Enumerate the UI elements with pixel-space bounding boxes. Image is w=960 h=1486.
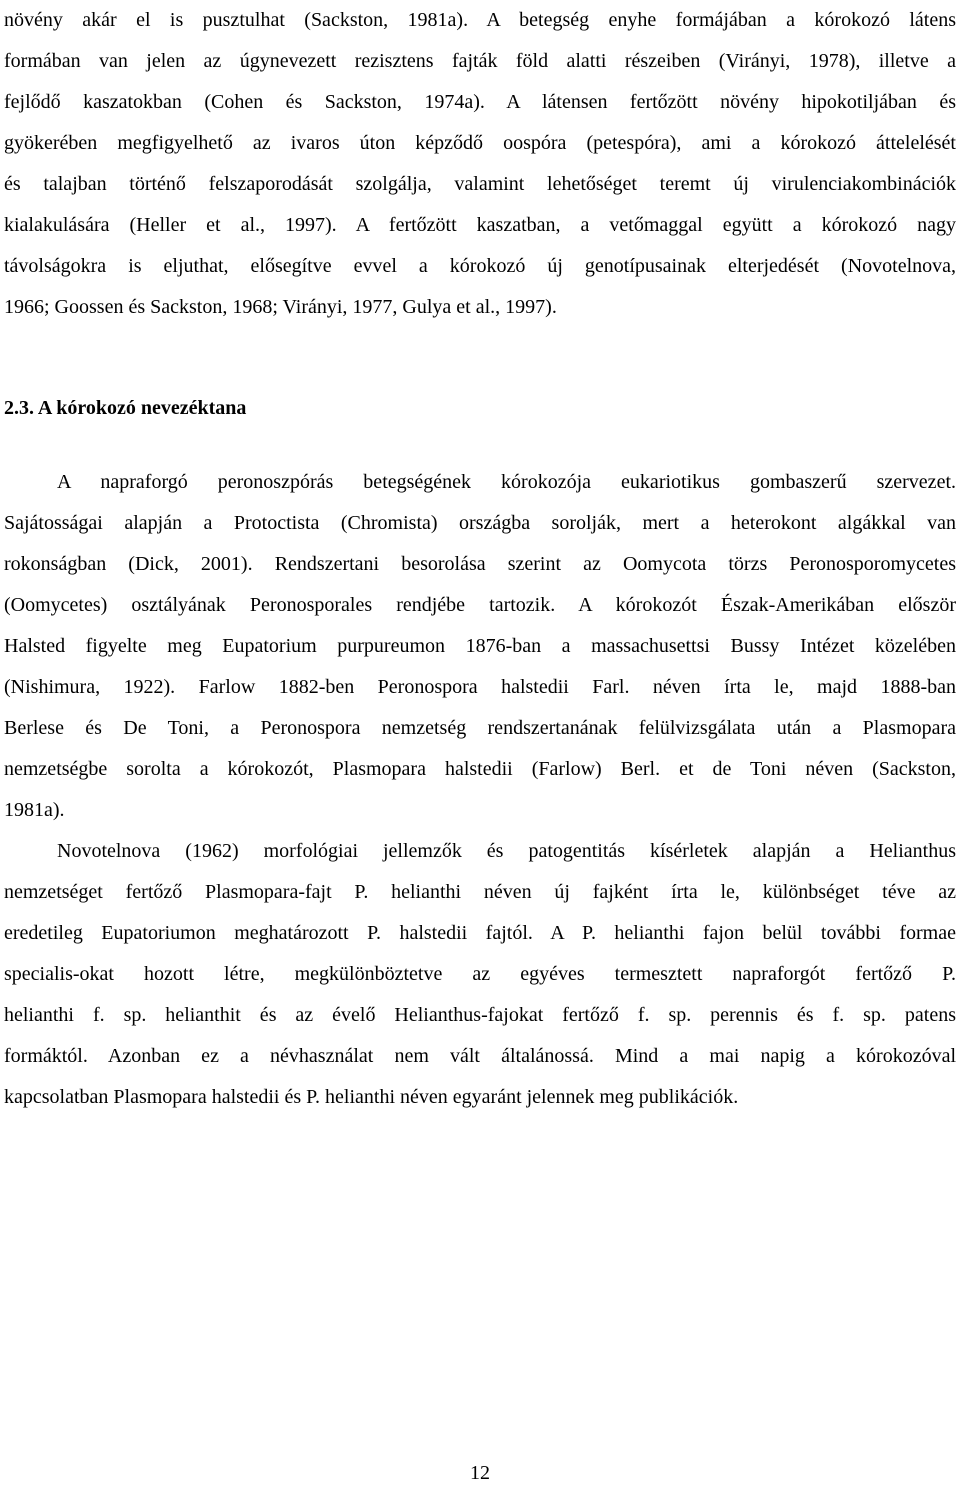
paragraph-novotelnova — [4, 831, 956, 1118]
paragraph-taxonomy — [4, 462, 956, 831]
text-line: Sajátosságai alapján a Protoctista (Chromista) országba sorolják, mert a heterokont algákkal van — [4, 512, 956, 534]
text-line: 1981a). — [4, 799, 65, 821]
text-line: (Oomycetes) osztályának Peronosporales rendjébe tartozik. A kórokozót Észak-Amerikában először — [4, 594, 956, 616]
text-line: specialis-okat hozott létre, megkülönböztetve az egyéves termesztett napraforgót fertőző P. — [4, 963, 956, 985]
text-line: és talajban történő felszaporodását szolgálja, valamint lehetőséget teremt új virulenciakombinációk — [4, 173, 956, 195]
text-line: formában van jelen az úgynevezett rezisztens fajták föld alatti részeiben (Virányi, 1978), illetve a — [4, 50, 956, 72]
paragraph-continuation — [4, 0, 956, 328]
text-line: helianthi f. sp. helianthit és az évelő Helianthus-fajokat fertőző f. sp. perennis és f. sp. patens — [4, 1004, 956, 1026]
text-line: kialakulására (Heller et al., 1997). A fertőzött kaszatban, a vetőmaggal együtt a kórokozó nagy — [4, 214, 956, 236]
text-line: növény akár el is pusztulhat (Sackston, 1981a). A betegség enyhe formájában a kórokozó látens — [4, 9, 956, 31]
text-line: gyökerében megfigyelhető az ivaros úton képződő oospóra (petespóra), ami a kórokozó áttelelését — [4, 132, 956, 154]
text-line: rokonságban (Dick, 2001). Rendszertani besorolása szerint az Oomycota törzs Peronosporomycetes — [4, 553, 956, 575]
text-line: Berlese és De Toni, a Peronospora nemzetség rendszertanának felülvizsgálata után a Plasmopara — [4, 717, 956, 739]
text-line: nemzetséget fertőző Plasmopara-fajt P. helianthi néven új fajként írta le, különbséget téve az — [4, 881, 956, 903]
text-line: eredetileg Eupatoriumon meghatározott P. halstedii fajtól. A P. helianthi fajon belül további formae — [4, 922, 956, 944]
text-line: formáktól. Azonban ez a névhasználat nem vált általánossá. Mind a mai napig a kórokozóval — [4, 1045, 956, 1067]
text-line: Halsted figyelte meg Eupatorium purpureumon 1876-ban a massachusettsi Bussy Intézet közelében — [4, 635, 956, 657]
text-line: kapcsolatban Plasmopara halstedii és P. helianthi néven egyaránt jelennek meg publikációk. — [4, 1086, 739, 1108]
section-heading: 2.3. A kórokozó nevezéktana — [4, 397, 247, 419]
text-line: Novotelnova (1962) morfológiai jellemzők és patogentitás kísérletek alapján a Helianthus — [57, 840, 956, 862]
text-line: A napraforgó peronoszpórás betegségének kórokozója eukariotikus gombaszerű szervezet. — [57, 471, 956, 493]
text-line: nemzetségbe sorolta a kórokozót, Plasmopara halstedii (Farlow) Berl. et de Toni néven (Sackston, — [4, 758, 956, 780]
text-line: távolságokra is eljuthat, elősegítve evvel a kórokozó új genotípusainak elterjedését (Novotelnova, — [4, 255, 956, 277]
page-number: 12 — [470, 1462, 490, 1484]
text-line: fejlődő kaszatokban (Cohen és Sackston, 1974a). A látensen fertőzött növény hipokotiljában és — [4, 91, 956, 113]
text-line: 1966; Goossen és Sackston, 1968; Virányi, 1977, Gulya et al., 1997). — [4, 296, 557, 318]
text-line: (Nishimura, 1922). Farlow 1882-ben Peronospora halstedii Farl. néven írta le, majd 1888-ban — [4, 676, 956, 698]
